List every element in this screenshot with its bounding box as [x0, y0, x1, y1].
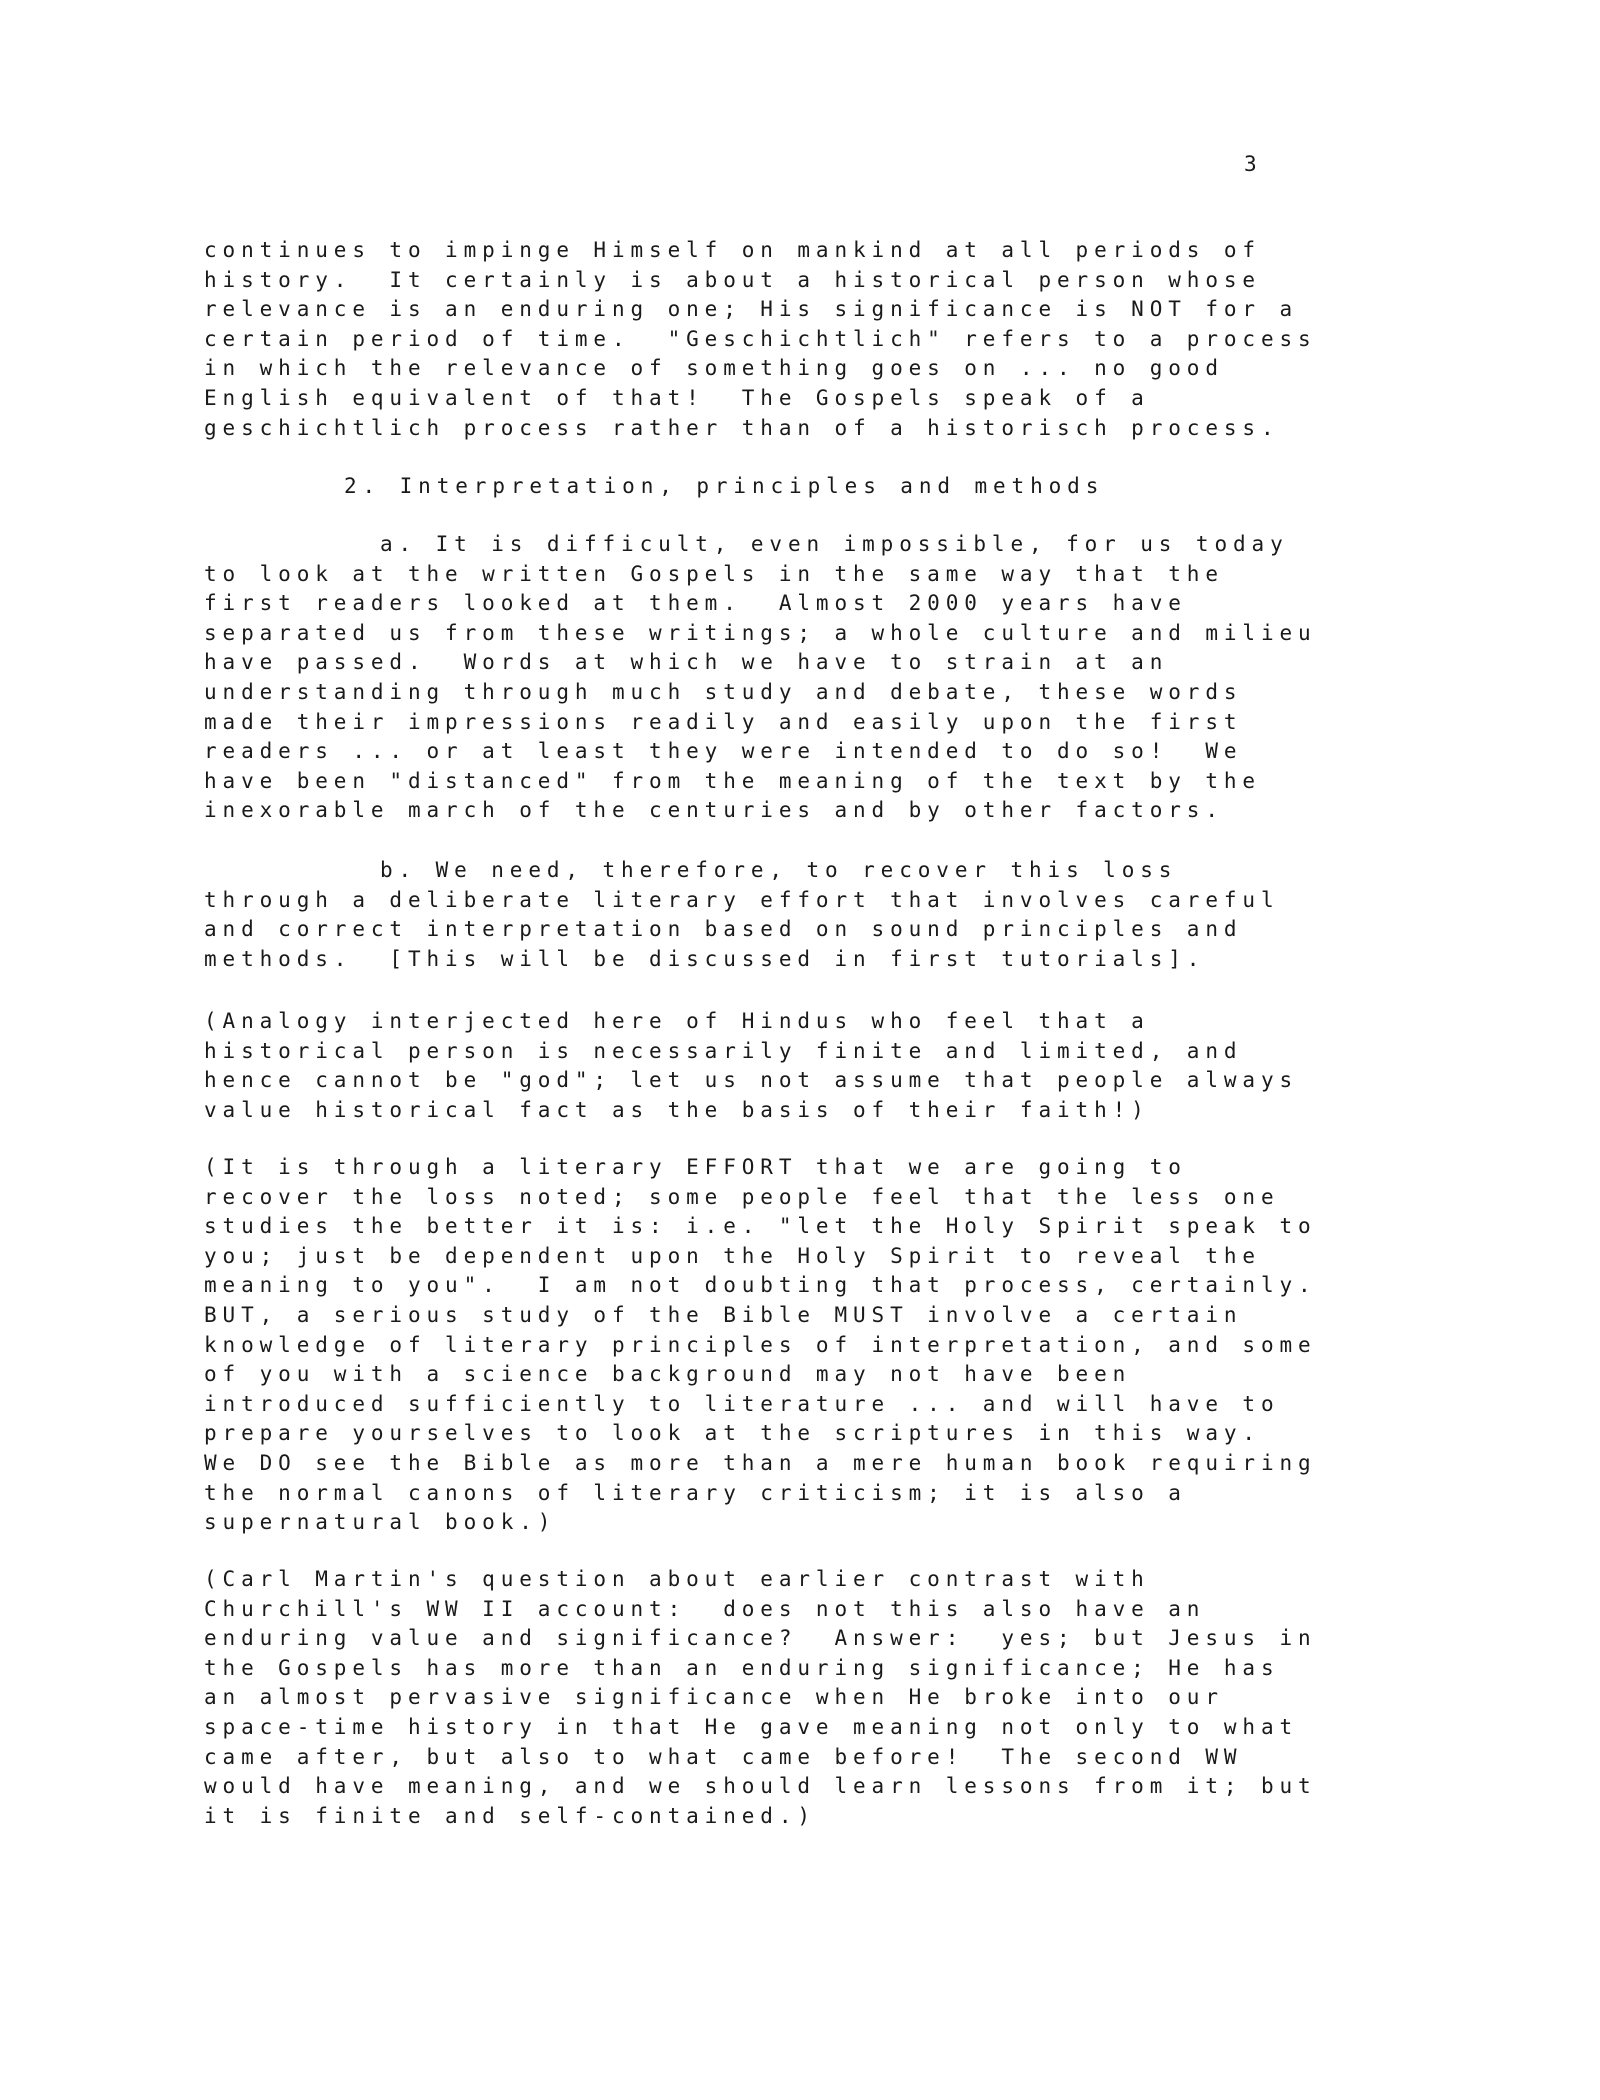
text-line: of you with a science background may not have been [204, 1362, 1132, 1387]
text-line: enduring value and significance? Answer: yes; but Jesus in [204, 1626, 1317, 1651]
text-line: an almost pervasive significance when He broke into our [204, 1685, 1224, 1710]
text-line: through a deliberate literary effort that involves careful [204, 887, 1280, 912]
text-line: and correct interpretation based on sound principles and [204, 917, 1243, 942]
text-line: understanding through much study and debate, these words [204, 679, 1243, 704]
text-line: the normal canons of literary criticism; it is also a [204, 1480, 1187, 1505]
text-line: continues to impinge Himself on mankind at all periods of [204, 238, 1261, 262]
text-line: We DO see the Bible as more than a mere human book requiring [204, 1450, 1317, 1475]
paragraph-b [204, 856, 1284, 974]
text-line: relevance is an enduring one; His significance is NOT for a [204, 297, 1299, 322]
text-line: knowledge of literary principles of interpretation, and some [204, 1332, 1317, 1357]
text-line: methods. [This will be discussed in first tutorials]. [204, 946, 1206, 971]
text-line: first readers looked at them. Almost 2000 years have [204, 591, 1187, 616]
text-line: a. It is difficult, even impossible, for us today [380, 532, 1289, 556]
text-line: to look at the written Gospels in the same way that the [204, 561, 1224, 586]
text-line: it is finite and self-contained.) [204, 1803, 816, 1828]
text-line: (It is through a literary EFFORT that we are going to [204, 1155, 1187, 1179]
text-line: have been "distanced" from the meaning of the text by the [204, 768, 1261, 793]
text-line: you; just be dependent upon the Holy Spirit to reveal the [204, 1243, 1261, 1268]
text-line: in which the relevance of something goes on ... no good [204, 356, 1224, 381]
paragraph-carl-martin-question [204, 1565, 1317, 1831]
text-line: separated us from these writings; a whole culture and milieu [204, 620, 1317, 645]
paragraph-analogy [204, 1007, 1299, 1125]
paragraph-literary-effort [204, 1153, 1317, 1538]
text-line: hence cannot be "god"; let us not assume that people always [204, 1068, 1299, 1093]
text-line: BUT, a serious study of the Bible MUST involve a certain [204, 1302, 1243, 1327]
text-line: prepare yourselves to look at the scriptures in this way. [204, 1421, 1261, 1446]
paragraph-a [204, 530, 1317, 826]
text-line: b. We need, therefore, to recover this loss [380, 858, 1178, 882]
text-line: made their impressions readily and easily upon the first [204, 709, 1243, 734]
section-heading-text: 2. Interpretation, principles and methods [344, 474, 1105, 498]
text-line: historical person is necessarily finite and limited, and [204, 1038, 1243, 1063]
section-heading-interpretation [344, 472, 1424, 502]
paragraph-geschichtlich [204, 236, 1317, 443]
text-line: inexorable march of the centuries and by other factors. [204, 798, 1224, 823]
text-line: (Analogy interjected here of Hindus who feel that a [204, 1009, 1150, 1033]
text-line: space-time history in that He gave meaning not only to what [204, 1714, 1299, 1739]
text-line: certain period of time. "Geschichtlich" refers to a process [204, 326, 1317, 351]
text-line: have passed. Words at which we have to strain at an [204, 650, 1169, 675]
text-line: Churchill's WW II account: does not this also have an [204, 1596, 1206, 1621]
text-line: came after, but also to what came before! The second WW [204, 1744, 1243, 1769]
text-line: English equivalent of that! The Gospels speak of a [204, 385, 1150, 410]
text-line: meaning to you". I am not doubting that process, certainly. [204, 1273, 1317, 1298]
text-line: value historical fact as the basis of their faith!) [204, 1097, 1150, 1122]
page-number: 3 [1244, 152, 1260, 176]
text-line: history. It certainly is about a historical person whose [204, 267, 1261, 292]
text-line: geschichtlich process rather than of a historisch process. [204, 415, 1280, 440]
text-line: (Carl Martin's question about earlier contrast with [204, 1567, 1150, 1591]
text-line: readers ... or at least they were intended to do so! We [204, 739, 1243, 764]
text-line: recover the loss noted; some people feel that the less one [204, 1184, 1280, 1209]
text-line: supernatural book.) [204, 1510, 557, 1535]
text-line: would have meaning, and we should learn lessons from it; but [204, 1774, 1317, 1799]
text-line: introduced sufficiently to literature ... and will have to [204, 1391, 1280, 1416]
text-line: the Gospels has more than an enduring significance; He has [204, 1655, 1280, 1680]
text-line: studies the better it is: i.e. "let the Holy Spirit speak to [204, 1214, 1317, 1239]
